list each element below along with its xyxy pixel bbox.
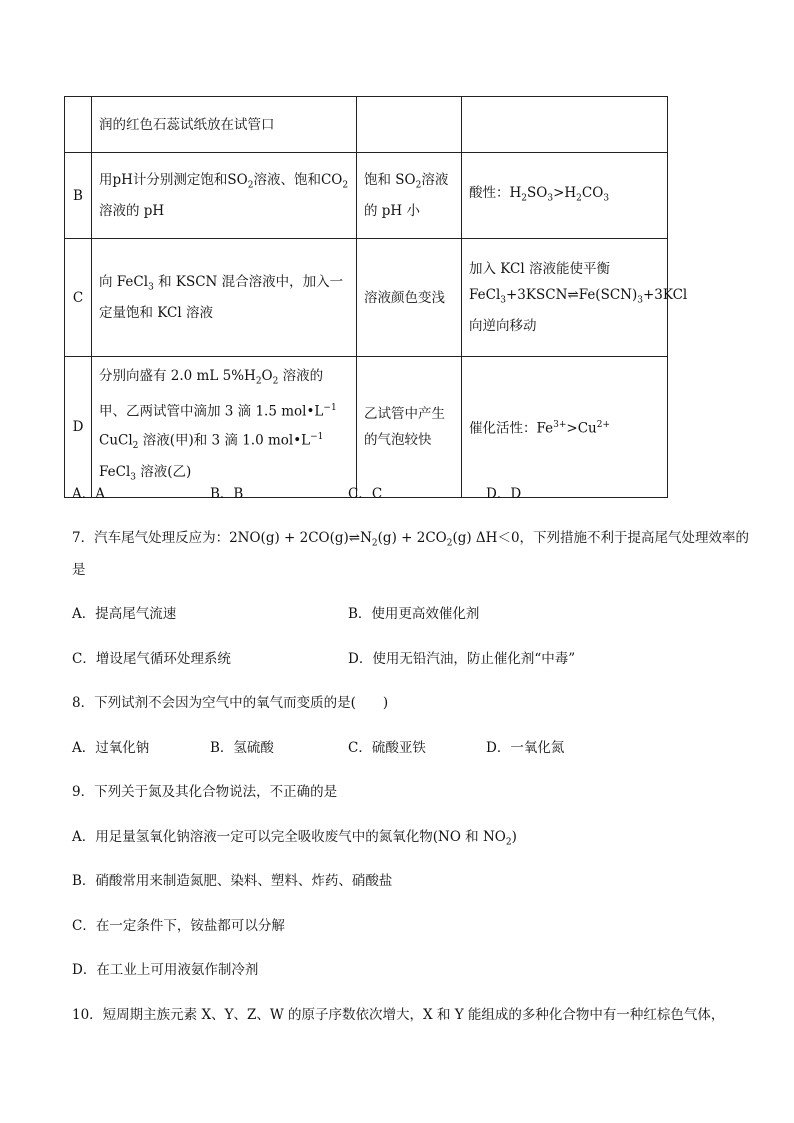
q8-option-c: C．硫酸亚铁 <box>348 740 426 756</box>
phenomenon-cell: 溶液颜色变浅 <box>357 239 462 357</box>
q6-option-d: D．D <box>486 486 522 502</box>
row-label: D <box>65 357 92 498</box>
step-cell: 向 FeCl$_3$ 和 KSCN 混合溶液中，加入一定量饱和 KCl 溶液 <box>92 239 357 357</box>
row-label: C <box>65 239 92 357</box>
q7-stem-cont: 是 <box>72 562 86 578</box>
q7-option-b: B．使用更高效催化剂 <box>348 606 480 622</box>
q10-stem: 10．短周期主族元素 X、Y、Z、W 的原子序数依次增大，X 和 Y 能组成的多种化合物中有一种红棕色气体， <box>72 1007 725 1023</box>
q6-option-b: B．B <box>210 486 244 502</box>
q9-option-d: D．在工业上可用液氨作制冷剂 <box>72 962 259 978</box>
step-cell: 用pH计分别测定饱和$SO_2$溶液、饱和$CO_2$溶液的 pH <box>92 153 357 239</box>
conclusion-cell: 催化活性：$Fe^{3+}>Cu^{2+}$ <box>462 357 668 498</box>
phenomenon-cell: 饱和 $SO_2$溶液的 pH 小 <box>357 153 462 239</box>
table-row <box>65 97 668 153</box>
q8-option-b: B．氢硫酸 <box>210 740 274 756</box>
table-row <box>65 153 668 239</box>
q9-option-b: B．硝酸常用来制造氮肥、染料、塑料、炸药、硝酸盐 <box>72 873 393 889</box>
q9-stem: 9．下列关于氮及其化合物说法，不正确的是 <box>72 784 338 800</box>
q8-stem: 8．下列试剂不会因为空气中的氧气而变质的是( ) <box>72 695 389 711</box>
conclusion-cell: 加入 KCl 溶液能使平衡 $FeCl_3+3KSCN\rightleftharpoons Fe(SCN)_3+3KCl$ 向逆向移动 <box>462 239 668 357</box>
q8-option-a: A．过氧化钠 <box>72 740 150 756</box>
experiment-table <box>64 96 688 498</box>
q7-option-d: D．使用无铅汽油，防止催化剂“中毒” <box>348 651 576 667</box>
table-row <box>65 239 668 357</box>
table-row <box>65 357 668 498</box>
conclusion-cell <box>462 97 668 153</box>
q7-option-a: A．提高尾气流速 <box>72 606 177 622</box>
q6-option-c: C．C <box>348 486 383 502</box>
q9-option-a: A．用足量氢氧化钠溶液一定可以完全吸收废气中的氮氧化物(NO 和 $NO_2$) <box>72 829 517 848</box>
row-label: B <box>65 153 92 239</box>
step-cell: 润的红色石蕊试纸放在试管口 <box>92 97 357 153</box>
q6-option-a: A．A <box>72 486 105 502</box>
phenomenon-cell <box>357 97 462 153</box>
row-label <box>65 97 92 153</box>
q8-option-d: D．一氧化氮 <box>486 740 565 756</box>
q7-option-c: C．增设尾气循环处理系统 <box>72 651 231 667</box>
conclusion-cell: 酸性：$H_2SO_3>H_2CO_3$ <box>462 153 668 239</box>
phenomenon-cell: 乙试管中产生的气泡较快 <box>357 357 462 498</box>
step-cell: 分别向盛有 2.0 mL $5\%H_2O_2$ 溶液的甲、乙两试管中滴加 3 滴 1.5 $mol•L^{-1}$ CuCl$_2$ 溶液(甲)和 3 滴 1.0 $mol•L^{-1}$ FeCl$_3$ 溶液(乙) <box>92 357 357 498</box>
q9-option-c: C．在一定条件下，铵盐都可以分解 <box>72 918 285 934</box>
q7-stem: 7．汽车尾气处理反应为：$2NO(g) + 2CO(g)\rightleftharpoons N_2(g) + 2CO_2(g)$ ΔH＜0，下列措施不利于提高尾气处理效率的 <box>72 530 750 549</box>
